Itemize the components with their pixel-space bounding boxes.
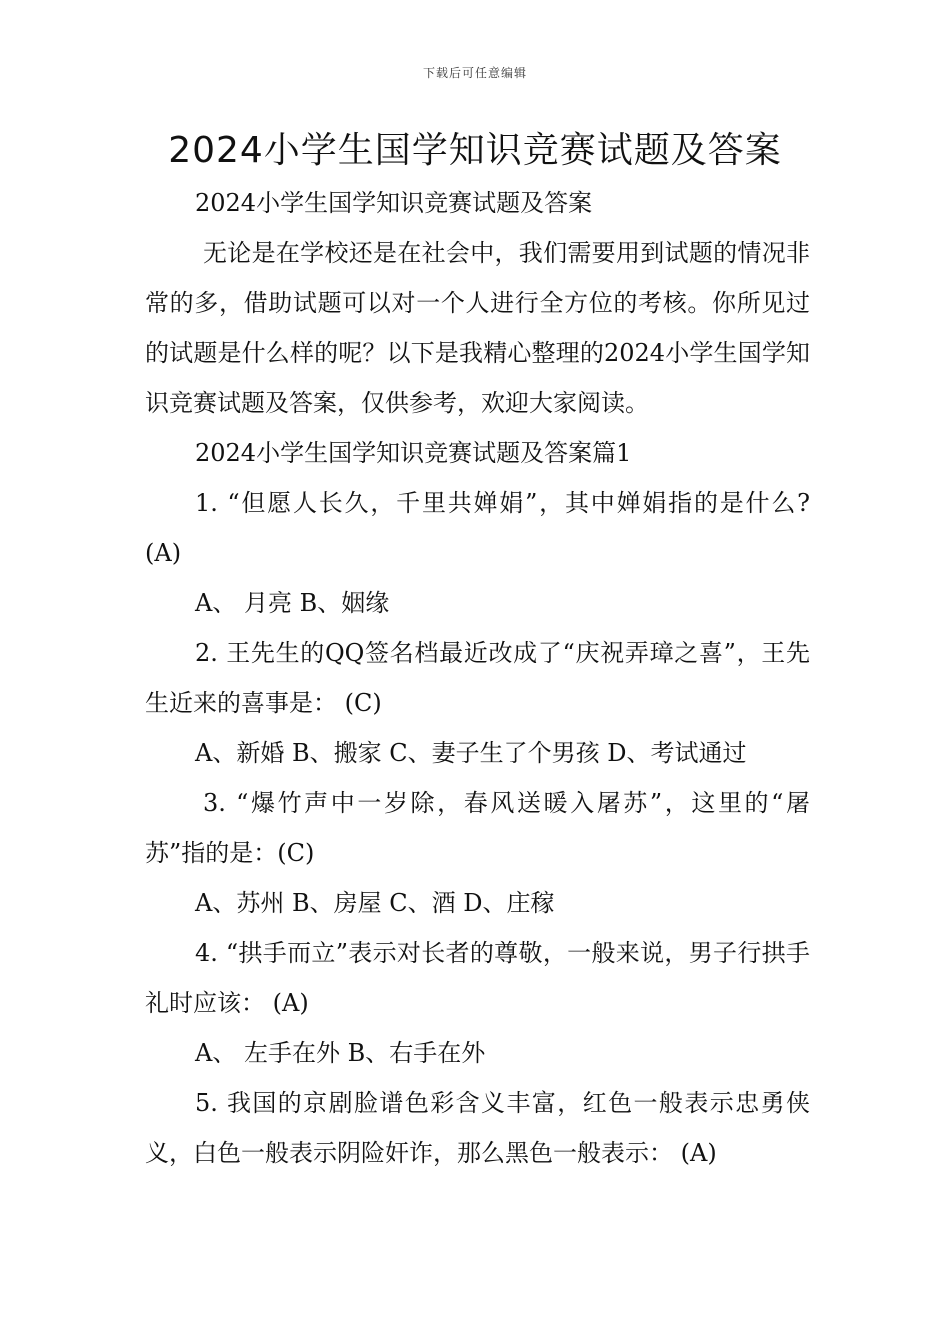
section-heading: 2024小学生国学知识竞赛试题及答案篇1 — [195, 439, 632, 467]
question-2-options: A、新婚 B、搬家 C、妻子生了个男孩 D、考试通过 — [195, 739, 747, 767]
subtitle-paragraph: 2024小学生国学知识竞赛试题及答案 — [195, 189, 593, 217]
question-3-options: A、苏州 B、房屋 C、酒 D、庄稼 — [195, 889, 555, 917]
document-body — [145, 178, 810, 1178]
question-1: 1. “但愿人长久，千里共婵娟”，其中婵娟指的是什么? (A) — [145, 489, 810, 567]
question-1-options: A、 月亮 B、姻缘 — [195, 589, 390, 617]
question-5: 5. 我国的京剧脸谱色彩含义丰富，红色一般表示忠勇侠义，白色一般表示阴险奸诈，那么黑色一般表示： (A) — [145, 1089, 810, 1167]
header-note: 下载后可任意编辑 — [422, 66, 527, 80]
document-title: 2024小学生国学知识竞赛试题及答案 — [168, 130, 782, 171]
question-4: 4. “拱手而立”表示对长者的尊敬，一般来说，男子行拱手礼时应该： (A) — [145, 939, 810, 1017]
question-3: 3. “爆竹声中一岁除，春风送暖入屠苏”，这里的“屠苏”指的是：(C) — [145, 789, 810, 867]
intro-paragraph: 无论是在学校还是在社会中，我们需要用到试题的情况非常的多，借助试题可以对一个人进行全方位的考核。你所见过的试题是什么样的呢？以下是我精心整理的2024小学生国学知识竞赛试题及答案，仅供参考，欢迎大家阅读。 — [145, 239, 810, 417]
question-4-options: A、 左手在外 B、右手在外 — [195, 1039, 486, 1067]
question-2: 2. 王先生的QQ签名档最近改成了“庆祝弄璋之喜”，王先生近来的喜事是： (C) — [145, 639, 810, 717]
